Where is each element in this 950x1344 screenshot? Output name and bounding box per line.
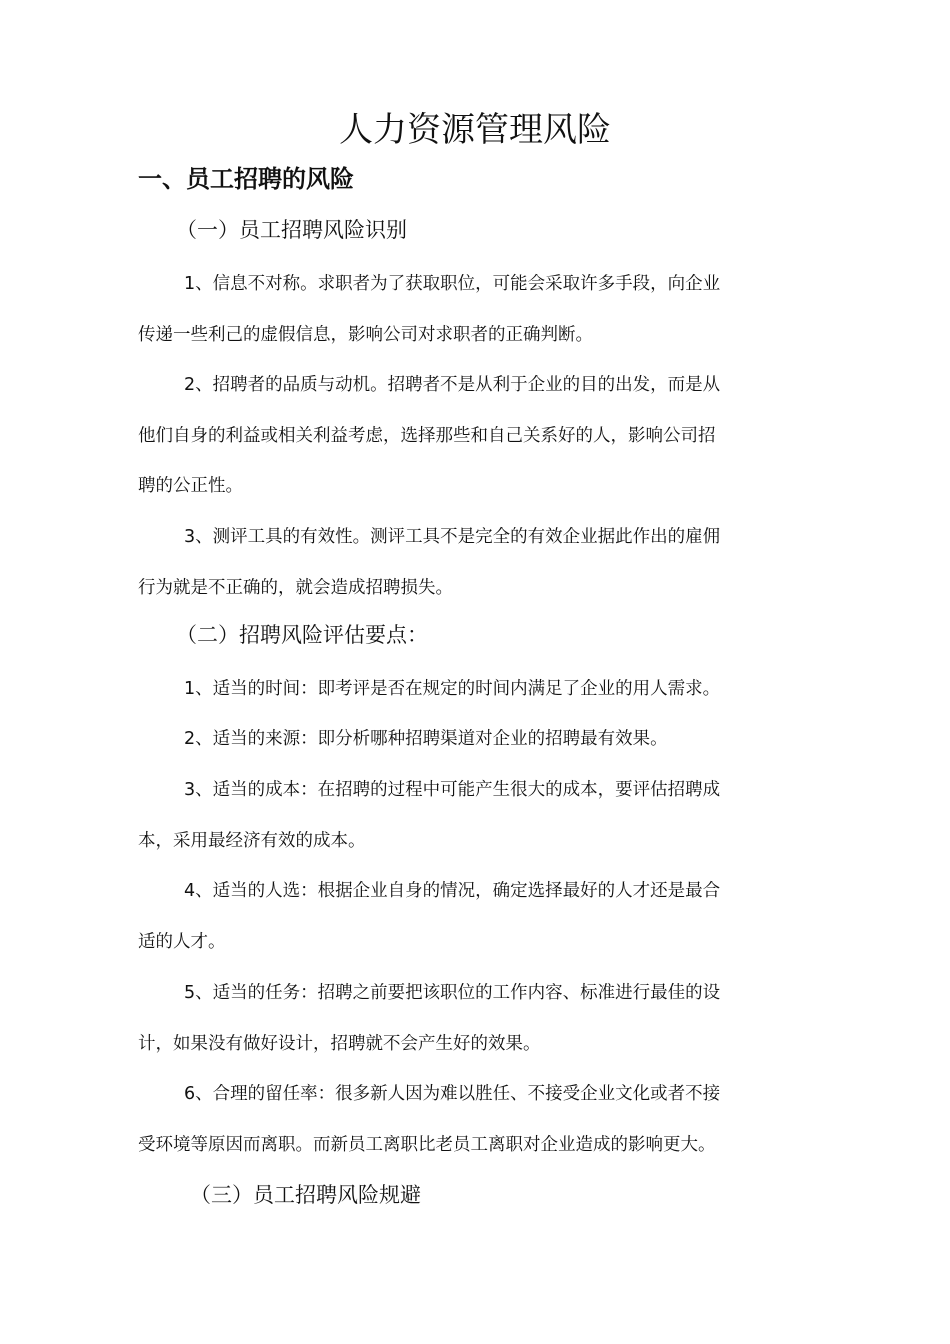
paragraph-assessment-5 (138, 968, 820, 1069)
paragraph-line: 3、测评工具的有效性。测评工具不是完全的有效企业据此作出的雇佣 (184, 527, 721, 547)
paragraph-line: 5、适当的任务：招聘之前要把该职位的工作内容、标准进行最佳的设 (184, 983, 721, 1003)
paragraph-line: 适的人才。 (138, 931, 226, 952)
subsection-heading-risk-avoidance: （三）员工招聘风险规避 (190, 1183, 421, 1207)
paragraph-item-2 (138, 360, 820, 512)
subsection-heading-risk-assessment: （二）招聘风险评估要点： (176, 623, 428, 647)
paragraph-assessment-3 (138, 765, 820, 866)
paragraph-assessment-2 (138, 714, 820, 765)
paragraph-line: 1、信息不对称。求职者为了获取职位，可能会采取许多手段，向企业 (184, 274, 721, 294)
paragraph-line: 2、适当的来源：即分析哪种招聘渠道对企业的招聘最有效果。 (184, 729, 668, 749)
paragraph-line: 1、适当的时间：即考评是否在规定的时间内满足了企业的用人需求。 (184, 679, 721, 699)
paragraph-assessment-1 (138, 664, 820, 715)
paragraph-item-1 (138, 259, 820, 360)
document-title: 人力资源管理风险 (339, 110, 611, 150)
paragraph-item-3 (138, 512, 820, 613)
paragraph-line: 2、招聘者的品质与动机。招聘者不是从利于企业的目的出发，而是从 (184, 375, 721, 395)
paragraph-line: 本，采用最经济有效的成本。 (138, 830, 366, 851)
paragraph-assessment-4 (138, 866, 820, 967)
paragraph-line: 4、适当的人选：根据企业自身的情况，确定选择最好的人才还是最合 (184, 881, 721, 901)
paragraph-line: 受环境等原因而离职。而新员工离职比老员工离职对企业造成的影响更大。 (138, 1134, 716, 1155)
paragraph-line: 聘的公正性。 (138, 476, 243, 496)
paragraph-line: 他们自身的利益或相关利益考虑，选择那些和自己关系好的人，影响公司招 (138, 425, 716, 446)
paragraph-line: 传递一些利己的虚假信息，影响公司对求职者的正确判断。 (138, 324, 593, 345)
paragraph-line: 行为就是不正确的，就会造成招聘损失。 (138, 577, 453, 598)
section-heading-recruitment-risk: 一、员工招聘的风险 (138, 165, 354, 193)
paragraph-line: 6、合理的留任率：很多新人因为难以胜任、不接受企业文化或者不接 (184, 1084, 721, 1104)
paragraph-line: 计，如果没有做好设计，招聘就不会产生好的效果。 (138, 1033, 541, 1054)
paragraph-assessment-6 (138, 1069, 820, 1170)
subsection-heading-risk-identification: （一）员工招聘风险识别 (176, 218, 407, 242)
paragraph-line: 3、适当的成本：在招聘的过程中可能产生很大的成本，要评估招聘成 (184, 780, 721, 800)
